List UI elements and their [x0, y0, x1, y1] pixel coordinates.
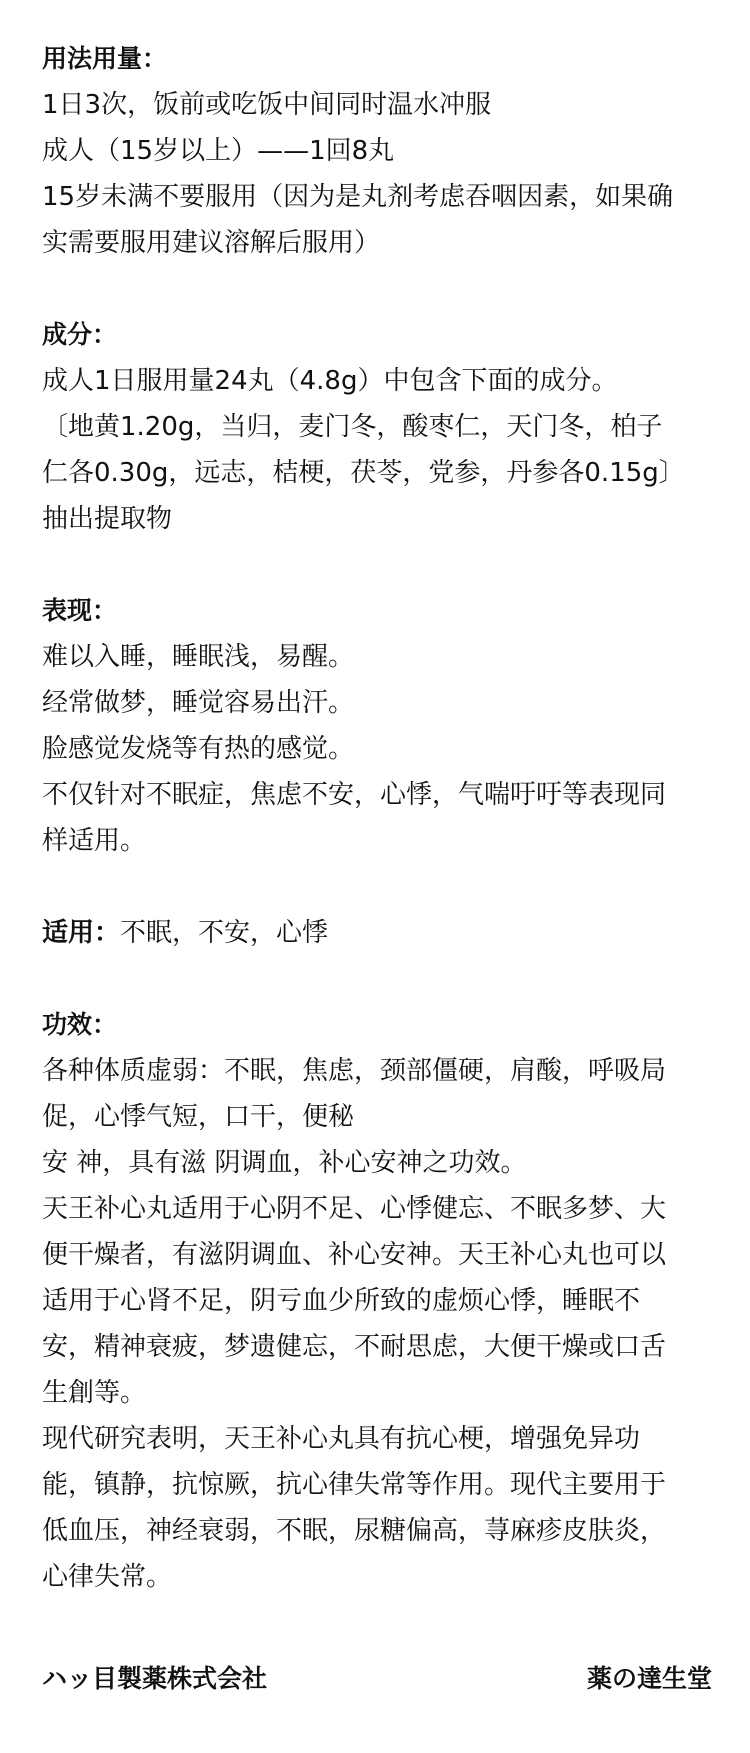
- symptoms-line: 脸感觉发烧等有热的感觉。: [42, 734, 355, 764]
- section-spacer: [42, 542, 738, 588]
- symptoms-heading: 表现：: [42, 596, 118, 625]
- usage-line: 成人（15岁以上）——1回8丸: [42, 136, 395, 166]
- usage-line: 实需要服用建议溶解后服用）: [42, 228, 381, 258]
- ingredients-section: [42, 312, 738, 542]
- indications-line: [42, 910, 738, 956]
- efficacy-line: 低血压，神经衰弱，不眠，尿糖偏高，荨麻疹皮肤炎，: [42, 1516, 667, 1546]
- indications-text: 不眠，不安，心悸: [120, 918, 329, 948]
- symptoms-line: 难以入睡，睡眠浅，易醒。: [42, 642, 355, 672]
- ingredients-line: 仁各0.30g，远志，桔梗，茯苓，党参，丹参各0.15g〕: [42, 458, 685, 488]
- efficacy-line: 便干燥者，有滋阴调血、补心安神。天王补心丸也可以: [42, 1240, 667, 1270]
- usage-heading: 用法用量：: [42, 44, 168, 73]
- store-name: 薬の達生堂: [586, 1664, 712, 1693]
- efficacy-line: 安，精神衰疲，梦遗健忘，不耐思虑，大便干燥或口舌: [42, 1332, 667, 1362]
- usage-section: [42, 36, 738, 266]
- section-spacer: [42, 864, 738, 910]
- ingredients-line: 〔地黄1.20g，当归，麦门冬，酸枣仁，天门冬，柏子: [42, 412, 663, 442]
- efficacy-line: 促，心悸气短，口干，便秘: [42, 1102, 355, 1132]
- ingredients-line: 抽出提取物: [42, 504, 173, 534]
- efficacy-line: 心律失常。: [42, 1562, 173, 1592]
- symptoms-line: 经常做梦，睡觉容易出汗。: [42, 688, 355, 718]
- efficacy-line: 适用于心肾不足，阴亏血少所致的虚烦心悸，睡眠不: [42, 1286, 641, 1316]
- footer: [42, 1656, 712, 1702]
- indications-heading: 适用：: [42, 918, 121, 948]
- efficacy-heading: 功效：: [42, 1010, 118, 1039]
- efficacy-line: 各种体质虚弱：不眠，焦虑，颈部僵硬，肩酸，呼吸局: [42, 1056, 667, 1086]
- section-spacer: [42, 266, 738, 312]
- efficacy-line: 生創等。: [42, 1378, 147, 1408]
- manufacturer-name: ハッ目製薬株式会社: [42, 1664, 268, 1693]
- efficacy-line: 安 神，具有滋 阴调血，补心安神之功效。: [42, 1148, 527, 1178]
- efficacy-line: 现代研究表明，天王补心丸具有抗心梗，增强免异功: [42, 1424, 641, 1454]
- indications-section: [42, 910, 738, 956]
- usage-line: 15岁未满不要服用（因为是丸剂考虑吞咽因素，如果确: [42, 182, 674, 212]
- symptoms-line: 样适用。: [42, 826, 147, 856]
- section-spacer: [42, 956, 738, 1002]
- efficacy-line: 能，镇静，抗惊厥，抗心律失常等作用。现代主要用于: [42, 1470, 667, 1500]
- symptoms-line: 不仅针对不眠症，焦虑不安，心悸，气喘吁吁等表现同: [42, 780, 667, 810]
- symptoms-section: [42, 588, 738, 864]
- efficacy-line: 天王补心丸适用于心阴不足、心悸健忘、不眠多梦、大: [42, 1194, 667, 1224]
- ingredients-heading: 成分：: [42, 320, 118, 349]
- ingredients-line: 成人1日服用量24丸（4.8g）中包含下面的成分。: [42, 366, 618, 396]
- efficacy-section: [42, 1002, 738, 1600]
- usage-line: 1日3次，饭前或吃饭中间同时温水冲服: [42, 90, 492, 120]
